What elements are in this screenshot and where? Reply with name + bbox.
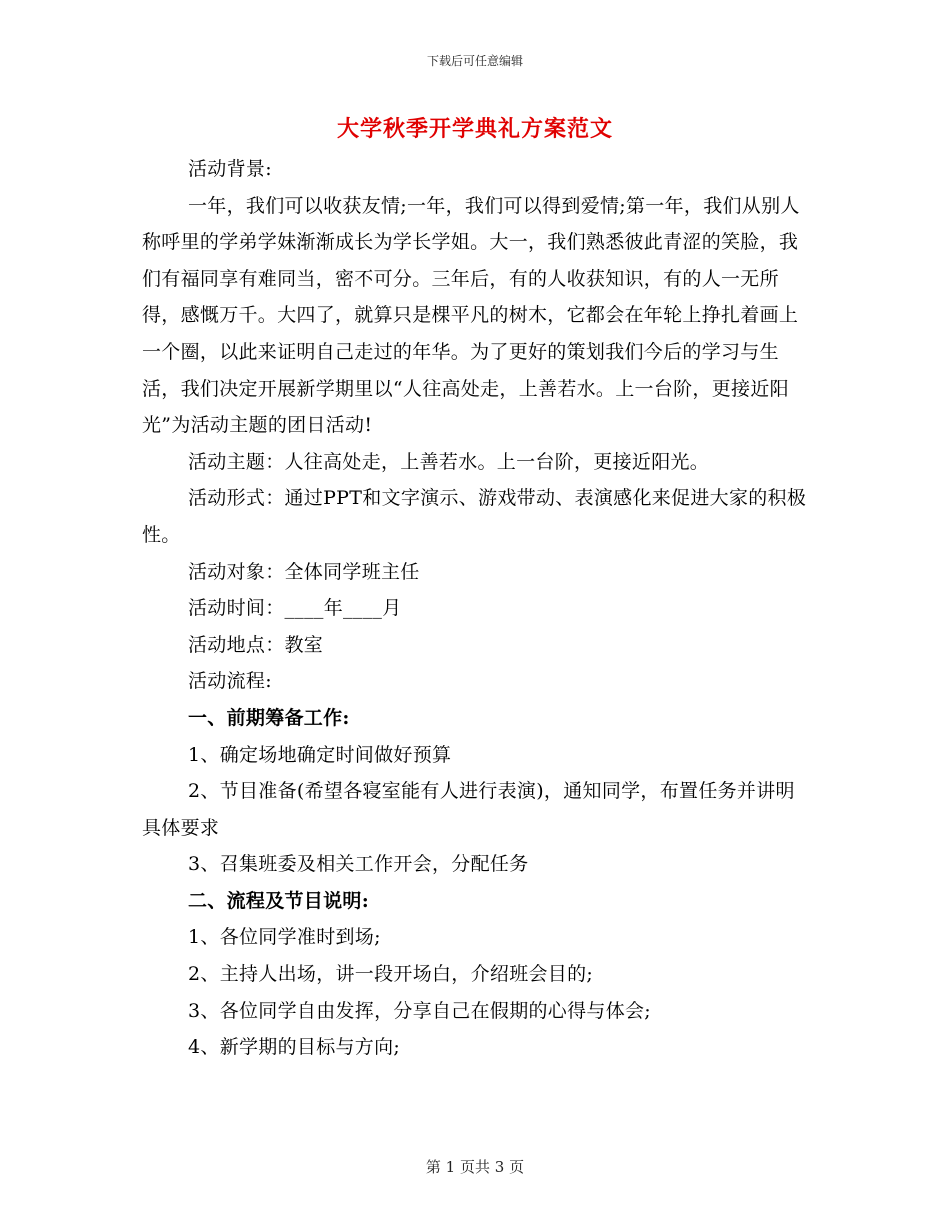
list-item: 3、各位同学自由发挥，分享自己在假期的心得与体会; xyxy=(188,999,651,1022)
list-item: 2、节目准备(希望各寝室能有人进行表演)，通知同学，布置任务并讲明具体要求 xyxy=(142,780,795,839)
paragraph-theme: 活动主题：人往高处走，上善若水。上一台阶，更接近阳光。 xyxy=(188,450,710,473)
document-body xyxy=(142,151,810,1066)
paragraph-format: 活动形式：通过PPT和文字演示、游戏带动、表演感化来促进大家的积极性。 xyxy=(142,487,807,546)
paragraph-background-text: 一年，我们可以收获友情;一年，我们可以得到爱情;第一年，我们从别人称呼里的学弟学妹渐渐成长为学长学姐。大一，我们熟悉彼此青涩的笑脸，我们有福同享有难同当，密不可分。三年后，有的人收获知识，有的人一无所得，感慨万千。大四了，就算只是棵平凡的树木，它都会在年轮上挣扎着画上一个圈，以此来证明自己走过的年华。为了更好的策划我们今后的学习与生活，我们决定开展新学期里以“人往高处走，上善若水。上一台阶，更接近阳光”为活动主题的团日活动! xyxy=(142,194,800,437)
list-item: 4、新学期的目标与方向; xyxy=(188,1036,401,1059)
list-item: 2、主持人出场，讲一段开场白，介绍班会目的; xyxy=(188,963,594,986)
section-heading-program: 二、流程及节目说明: xyxy=(188,889,370,912)
section-heading-preparation: 一、前期筹备工作: xyxy=(188,706,350,729)
paragraph-time: 活动时间：____年____月 xyxy=(188,597,402,620)
paragraph-process-label: 活动流程: xyxy=(188,670,272,693)
list-item: 3、召集班委及相关工作开会，分配任务 xyxy=(188,853,529,876)
document-title: 大学秋季开学典礼方案范文 xyxy=(336,116,613,142)
paragraph-background-label: 活动背景: xyxy=(188,158,272,180)
list-item: 1、确定场地确定时间做好预算 xyxy=(188,743,452,766)
page-header-note: 下载后可任意编辑 xyxy=(426,54,523,68)
paragraph-location: 活动地点：教室 xyxy=(188,633,324,656)
paragraph-audience: 活动对象：全体同学班主任 xyxy=(188,560,420,583)
page-footer: 第 1 页共 3 页 xyxy=(425,1158,525,1176)
list-item: 1、各位同学准时到场; xyxy=(188,926,381,949)
